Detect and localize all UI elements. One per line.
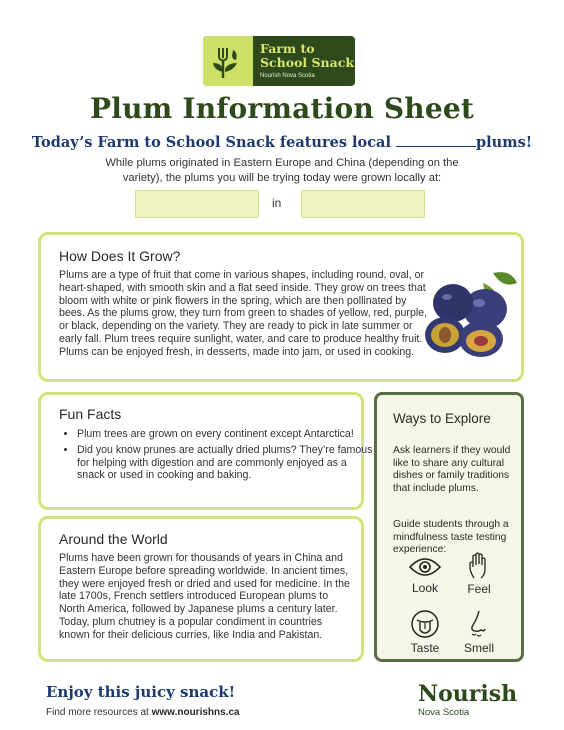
sense-taste bbox=[397, 609, 453, 655]
tongue-icon bbox=[410, 609, 440, 639]
sense-smell bbox=[451, 609, 507, 655]
explore-heading: Ways to Explore bbox=[393, 411, 491, 426]
resources-prefix: Find more resources at bbox=[46, 707, 149, 718]
facts-heading: Fun Facts bbox=[59, 406, 122, 422]
sense-label: Smell bbox=[463, 641, 494, 655]
sense-label: Feel bbox=[467, 582, 491, 596]
fact-item: • Did you know prunes are actually dried plums? They’re famous for helping with digestion and are commonly enjoyed as a snack or used in cooking and baking. bbox=[77, 444, 373, 482]
logo-line2: School Snack bbox=[260, 55, 354, 70]
grow-body: Plums are a type of fruit that come in various shapes, including round, oval, or heart-shaped, with smooth skin and a flat seed inside. They grow on trees that bloom with white or pink flowers in the spring, which are then pollinated by bees. As the plums grow, they turn from green to shades of yellow, red, purple, or black, depending on the variety. They are ready to pick in late summer or early fall. Plum trees require sunlight, water, and care to produce healthy fruit. Plums can be enjoyed fresh, in desserts, made into jam, or used in cooking. bbox=[59, 269, 428, 358]
subtitle-after: plums! bbox=[476, 134, 533, 151]
nose-icon bbox=[467, 609, 491, 639]
fun-facts-card bbox=[38, 392, 373, 510]
fork-sprout-icon bbox=[203, 36, 253, 86]
plums-image bbox=[423, 265, 521, 363]
world-body: Plums have been grown for thousands of years in China and Eastern Europe before spreading worldwide. In ancient times, they were enjoyed fresh or dried and used for medicine. In the late 1700s, French settlers introduced European plums to North America, followed by Japanese plums a century later. Today, plum chutney is a popular condiment in countries known for their delicious curries, like India and Pakistan. bbox=[59, 552, 350, 641]
intro-text: While plums originated in Eastern Europe and China (depending on the variety), the plums you will be trying today were grown locally at: bbox=[105, 157, 459, 184]
ways-to-explore-card bbox=[374, 392, 524, 662]
sense-feel bbox=[451, 552, 507, 596]
subtitle-before: Today’s Farm to School Snack features local bbox=[31, 134, 391, 151]
fill-connector-label: in bbox=[272, 196, 282, 210]
sense-label: Look bbox=[411, 581, 439, 595]
explore-paragraph-1: Ask learners if they would like to share any cultural dishes or family traditions that include plums. bbox=[393, 445, 511, 495]
grow-heading: How Does It Grow? bbox=[59, 248, 181, 264]
subtitle-blank-line bbox=[396, 133, 476, 147]
resources-line bbox=[46, 707, 240, 718]
logo-line1: Farm to bbox=[260, 41, 315, 56]
sense-look bbox=[397, 555, 453, 595]
location-field[interactable] bbox=[301, 190, 425, 218]
world-heading: Around the World bbox=[59, 531, 168, 547]
eye-icon bbox=[408, 555, 442, 579]
logo-subline: Nourish Nova Scotia bbox=[260, 73, 315, 79]
around-the-world-card bbox=[38, 516, 364, 662]
nourish-logo: Nourish bbox=[418, 681, 518, 707]
how-does-it-grow-card bbox=[38, 232, 524, 382]
fact-item: • Plum trees are grown on every continent except Antarctica! bbox=[77, 428, 373, 441]
hand-icon bbox=[467, 552, 491, 580]
facts-list bbox=[59, 428, 373, 485]
sense-label: Taste bbox=[410, 641, 440, 655]
enjoy-banner: Enjoy this juicy snack! bbox=[46, 683, 236, 701]
farm-to-school-logo bbox=[203, 36, 355, 86]
nourish-logo-subtitle: Nova Scotia bbox=[418, 707, 470, 718]
resources-link[interactable]: www.nourishns.ca bbox=[151, 707, 240, 718]
explore-paragraph-2: Guide students through a mindfulness taste testing experience: bbox=[393, 519, 509, 556]
page-subtitle bbox=[0, 133, 564, 151]
page-title: Plum Information Sheet bbox=[89, 92, 474, 125]
farm-name-field[interactable] bbox=[135, 190, 259, 218]
